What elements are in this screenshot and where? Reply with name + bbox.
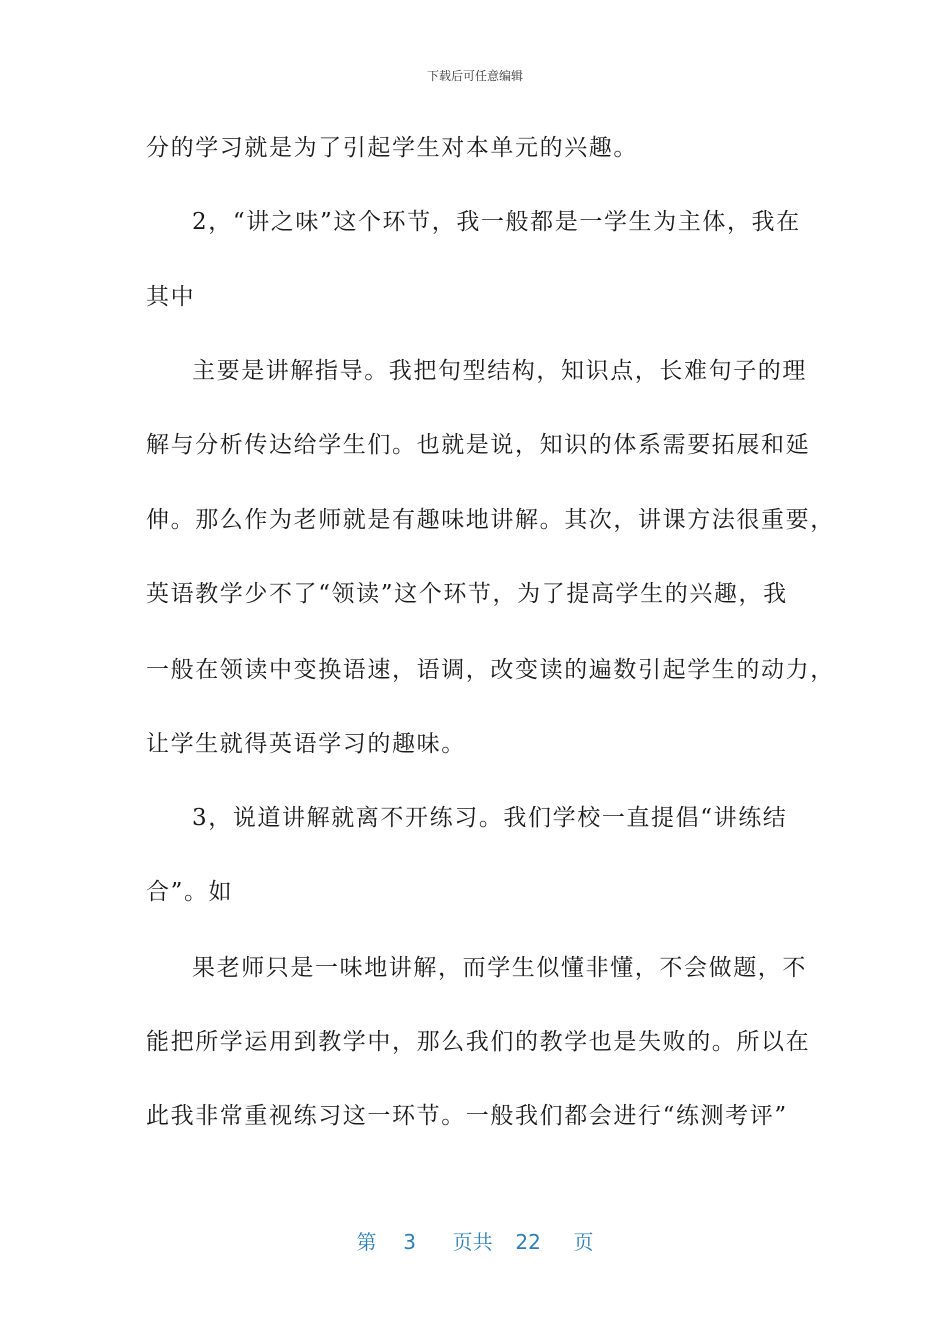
body-line: 主要是讲解指导。我把句型结构，知识点，长难句子的理 — [192, 358, 807, 384]
body-line: 英语教学少不了“领读”这个环节，为了提高学生的兴趣，我 — [146, 581, 788, 607]
body-line: 分的学习就是为了引起学生对本单元的兴趣。 — [146, 135, 638, 161]
body-line: 让学生就得英语学习的趣味。 — [146, 731, 466, 757]
footer-middle: 页共 — [452, 1230, 493, 1254]
body-line: 伸。那么作为老师就是有趣味地讲解。其次，讲课方法很重要， — [146, 507, 835, 533]
body-line: 3，说道讲解就离不开练习。我们学校一直提倡“讲练结 — [192, 805, 788, 831]
page-footer — [0, 1226, 950, 1255]
body-line: 一般在领读中变换语速，语调，改变读的遍数引起学生的动力， — [146, 657, 835, 683]
body-line: 合”。如 — [146, 879, 234, 905]
footer-suffix: 页 — [573, 1230, 594, 1254]
body-line: 解与分析传达给学生们。也就是说，知识的体系需要拓展和延 — [146, 432, 811, 458]
body-line: 能把所学运用到教学中，那么我们的教学也是失败的。所以在 — [146, 1029, 811, 1055]
total-page-count: 22 — [515, 1230, 541, 1254]
body-line: 2，“讲之味”这个环节，我一般都是一学生为主体，我在 — [192, 209, 801, 235]
body-line: 此我非常重视练习这一环节。一般我们都会进行“练测考评” — [146, 1103, 788, 1129]
current-page-number: 3 — [403, 1230, 416, 1254]
body-line: 果老师只是一味地讲解，而学生似懂非懂，不会做题，不 — [192, 955, 807, 981]
download-note: 下载后可任意编辑 — [426, 69, 523, 83]
body-line: 其中 — [146, 284, 196, 310]
footer-prefix: 第 — [356, 1230, 377, 1254]
